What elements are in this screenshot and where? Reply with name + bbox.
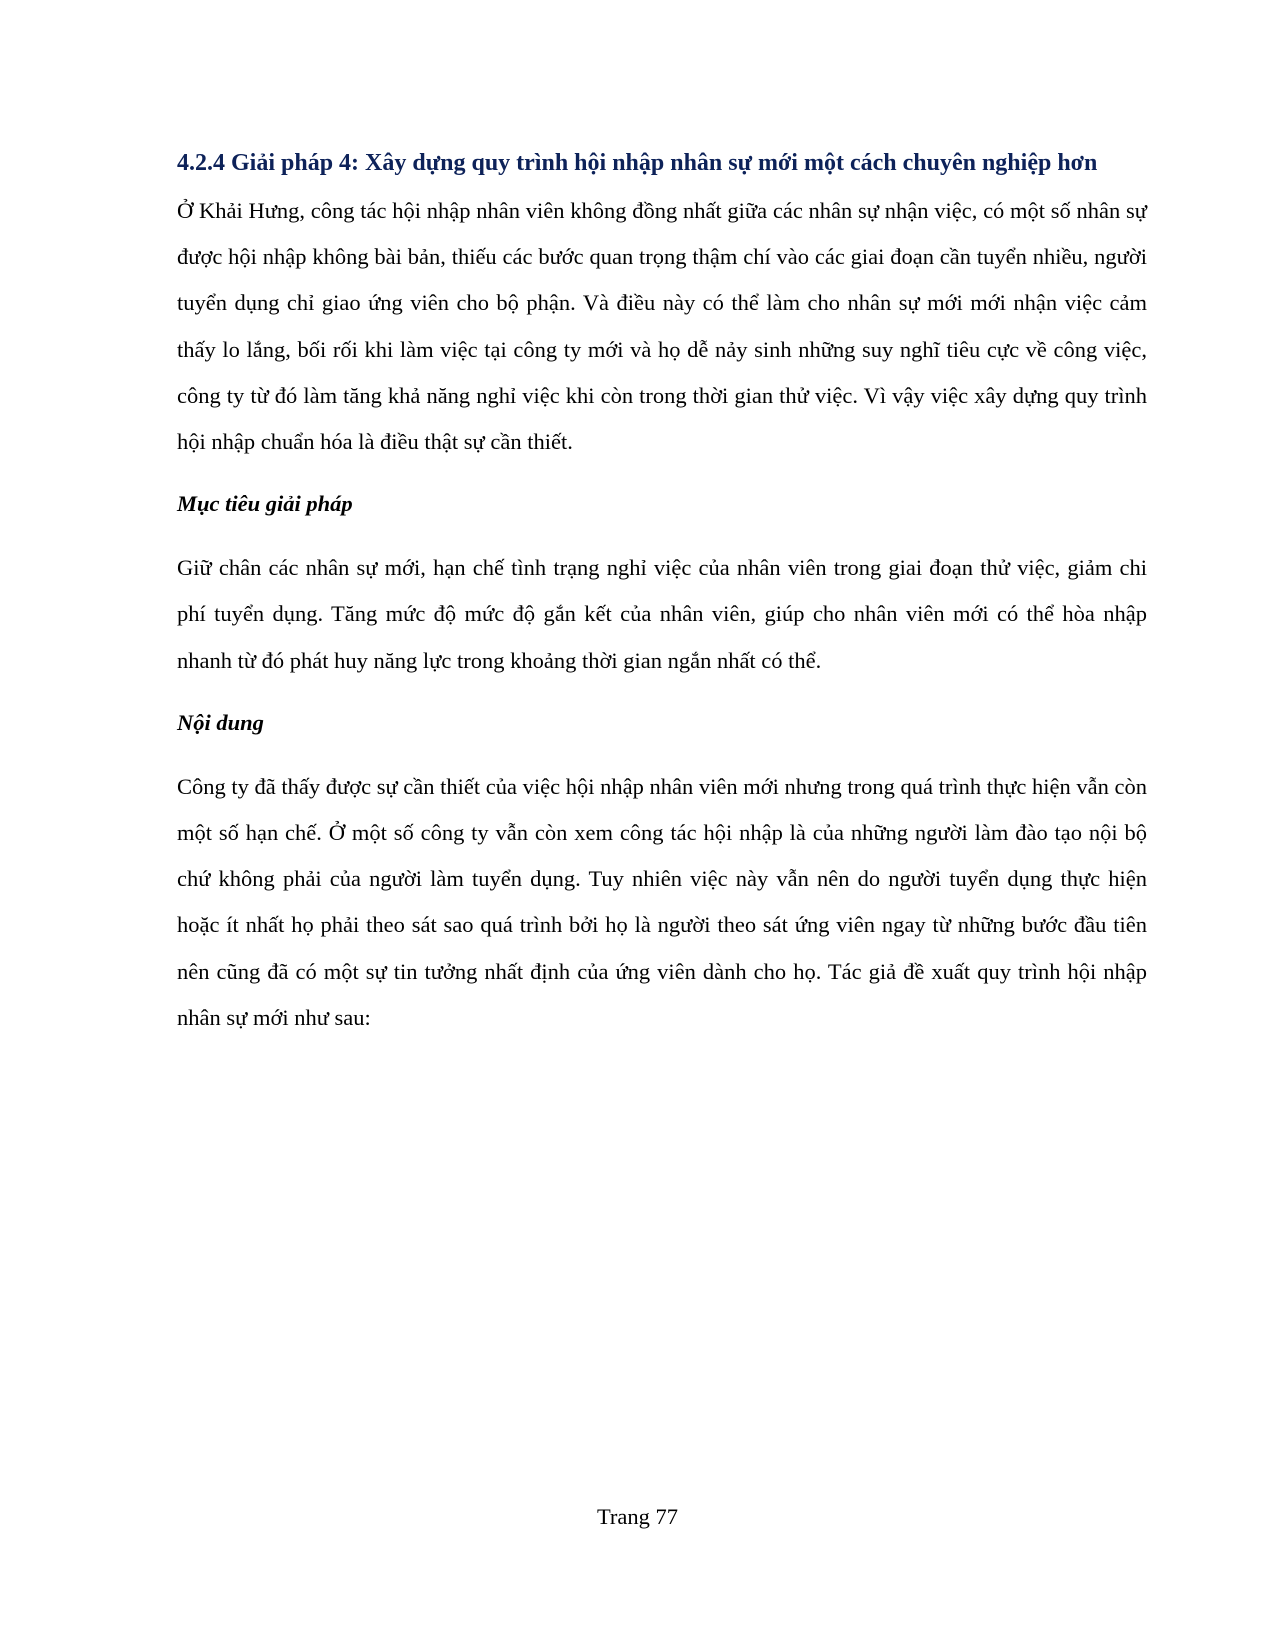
document-page [177, 140, 1147, 1041]
content-paragraph: Công ty đã thấy được sự cần thiết của việc hội nhập nhân viên mới nhưng trong quá trình thực hiện vẫn còn một số hạn chế. Ở một số công ty vẫn còn xem công tác hội nhập là của những người làm đào tạo nội bộ chứ không phải của người làm tuyển dụng. Tuy nhiên việc này vẫn nên do người tuyển dụng thực hiện hoặc ít nhất họ phải theo sát sao quá trình bởi họ là người theo sát ứng viên ngay từ những bước đầu tiên nên cũng đã có một sự tin tưởng nhất định của ứng viên dành cho họ. Tác giả đề xuất quy trình hội nhập nhân sự mới như sau: [177, 773, 1147, 1030]
intro-paragraph: Ở Khải Hưng, công tác hội nhập nhân viên không đồng nhất giữa các nhân sự nhận việc, có một số nhân sự được hội nhập không bài bản, thiếu các bước quan trọng thậm chí vào các giai đoạn cần tuyển nhiều, người tuyển dụng chỉ giao ứng viên cho bộ phận. Và điều này có thể làm cho nhân sự mới mới nhận việc cảm thấy lo lắng, bối rối khi làm việc tại công ty mới và họ dễ nảy sinh những suy nghĩ tiêu cực về công việc, công ty từ đó làm tăng khả năng nghỉ việc khi còn trong thời gian thử việc. Vì vậy việc xây dựng quy trình hội nhập chuẩn hóa là điều thật sự cần thiết. [177, 198, 1147, 455]
page-number-footer: Trang 77 [596, 1504, 679, 1529]
objective-paragraph: Giữ chân các nhân sự mới, hạn chế tình trạng nghỉ việc của nhân viên trong giai đoạn thử việc, giảm chi phí tuyển dụng. Tăng mức độ mức độ gắn kết của nhân viên, giúp cho nhân viên mới có thể hòa nhập nhanh từ đó phát huy năng lực trong khoảng thời gian ngắn nhất có thể. [177, 555, 1147, 673]
content-subheading: Nội dung [177, 709, 264, 735]
objective-subheading: Mục tiêu giải pháp [177, 491, 353, 517]
section-heading: 4.2.4 Giải pháp 4: Xây dựng quy trình hội nhập nhân sự mới một cách chuyên nghiệp hơn [177, 150, 1098, 176]
